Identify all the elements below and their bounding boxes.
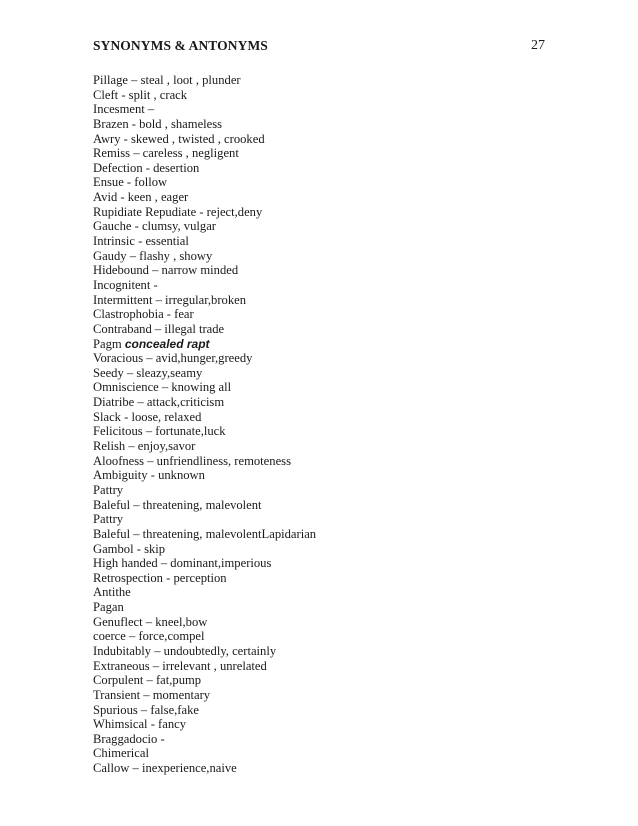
list-item bbox=[93, 117, 553, 132]
list-item bbox=[93, 322, 553, 337]
list-item bbox=[93, 102, 553, 117]
entry-text: Genuflect – kneel,bow bbox=[93, 614, 208, 629]
list-item bbox=[93, 205, 553, 220]
list-item bbox=[93, 512, 553, 527]
entry-text: Transient – momentary bbox=[93, 687, 211, 702]
list-item bbox=[93, 351, 553, 366]
entry-text: Incesment – bbox=[93, 102, 155, 117]
list-item bbox=[93, 732, 553, 747]
entry-text: Ambiguity - unknown bbox=[93, 468, 205, 483]
list-item bbox=[93, 571, 553, 586]
entry-text: Aloofness – unfriendliness, remoteness bbox=[93, 453, 291, 468]
entry-text: Corpulent – fat,pump bbox=[93, 673, 202, 688]
list-item bbox=[93, 703, 553, 718]
list-item bbox=[93, 293, 553, 308]
entry-text: Chimerical bbox=[93, 746, 149, 761]
entry-text: Contraband – illegal trade bbox=[93, 321, 225, 336]
entry-text: Defection - desertion bbox=[93, 160, 200, 175]
list-item bbox=[93, 132, 553, 147]
list-item bbox=[93, 73, 553, 88]
list-item bbox=[93, 439, 553, 454]
list-item bbox=[93, 556, 553, 571]
list-item bbox=[93, 380, 553, 395]
entry-text: Rupidiate Repudiate - reject,deny bbox=[93, 204, 263, 219]
entry-text: Pattry bbox=[93, 512, 124, 527]
list-item bbox=[93, 175, 553, 190]
list-item bbox=[93, 629, 553, 644]
list-item bbox=[93, 717, 553, 732]
entry-text: Gauche - clumsy, vulgar bbox=[93, 219, 216, 234]
entry-text: Incognitent - bbox=[93, 277, 158, 292]
entry-text: Whimsical - fancy bbox=[93, 717, 187, 732]
entry-text: Braggadocio - bbox=[93, 731, 165, 746]
list-item bbox=[93, 542, 553, 557]
entry-text: Voracious – avid,hunger,greedy bbox=[93, 351, 253, 366]
list-item bbox=[93, 88, 553, 103]
entry-text: Ensue - follow bbox=[93, 175, 168, 190]
entry-text: Spurious – false,fake bbox=[93, 702, 199, 717]
list-item bbox=[93, 527, 553, 542]
list-item bbox=[93, 659, 553, 674]
entry-text: Callow – inexperience,naive bbox=[93, 761, 237, 776]
list-item bbox=[93, 615, 553, 630]
list-item bbox=[93, 337, 553, 352]
page-header bbox=[93, 38, 545, 56]
list-item bbox=[93, 146, 553, 161]
entry-text: Gaudy – flashy , showy bbox=[93, 248, 213, 263]
list-item bbox=[93, 161, 553, 176]
list-item bbox=[93, 424, 553, 439]
entry-text: Slack - loose, relaxed bbox=[93, 409, 202, 424]
list-item bbox=[93, 600, 553, 615]
list-item bbox=[93, 761, 553, 776]
entry-text: Extraneous – irrelevant , unrelated bbox=[93, 658, 267, 673]
entry-text: Intrinsic - essential bbox=[93, 234, 189, 249]
list-item bbox=[93, 454, 553, 469]
list-item bbox=[93, 278, 553, 293]
entry-text: coerce – force,compel bbox=[93, 629, 205, 644]
entry-text: Seedy – sleazy,seamy bbox=[93, 365, 203, 380]
page-title: SYNONYMS & ANTONYMS bbox=[93, 38, 268, 53]
list-item bbox=[93, 644, 553, 659]
list-item bbox=[93, 307, 553, 322]
list-item bbox=[93, 263, 553, 278]
entry-text: Pattry bbox=[93, 482, 124, 497]
entry-emphasis: concealed rapt bbox=[124, 336, 210, 351]
list-item bbox=[93, 249, 553, 264]
entry-text: Omniscience – knowing all bbox=[93, 380, 232, 395]
entry-text: Indubitably – undoubtedly, certainly bbox=[93, 643, 277, 658]
list-item bbox=[93, 585, 553, 600]
entry-text: Avid - keen , eager bbox=[93, 190, 189, 205]
entry-text: Awry - skewed , twisted , crooked bbox=[93, 131, 265, 146]
entry-text: Intermittent – irregular,broken bbox=[93, 292, 247, 307]
entry-text: Gambol - skip bbox=[93, 541, 166, 556]
list-item bbox=[93, 234, 553, 249]
list-item bbox=[93, 483, 553, 498]
word-list bbox=[93, 73, 553, 776]
entry-text: Retrospection - perception bbox=[93, 570, 227, 585]
list-item bbox=[93, 498, 553, 513]
entry-text: Baleful – threatening, malevolent bbox=[93, 497, 262, 512]
entry-text: Clastrophobia - fear bbox=[93, 307, 194, 322]
list-item bbox=[93, 190, 553, 205]
list-item bbox=[93, 746, 553, 761]
list-item bbox=[93, 219, 553, 234]
list-item bbox=[93, 395, 553, 410]
list-item bbox=[93, 673, 553, 688]
list-item bbox=[93, 366, 553, 381]
entry-text: Pillage – steal , loot , plunder bbox=[93, 73, 241, 87]
entry-text: High handed – dominant,imperious bbox=[93, 556, 272, 571]
entry-text: Relish – enjoy,savor bbox=[93, 439, 196, 454]
list-item bbox=[93, 688, 553, 703]
list-item bbox=[93, 410, 553, 425]
entry-text: Baleful – threatening, malevolentLapidarian bbox=[93, 526, 317, 541]
entry-text: Brazen - bold , shameless bbox=[93, 116, 223, 131]
entry-text: Antithe bbox=[93, 585, 131, 600]
entry-text: Hidebound – narrow minded bbox=[93, 263, 239, 278]
entry-text: Remiss – careless , negligent bbox=[93, 146, 239, 161]
entry-text: Pagan bbox=[93, 600, 124, 615]
list-item bbox=[93, 468, 553, 483]
entry-text: Pagm bbox=[93, 336, 125, 351]
entry-text: Cleft - split , crack bbox=[93, 87, 188, 102]
entry-text: Felicitous – fortunate,luck bbox=[93, 424, 226, 439]
entry-text: Diatribe – attack,criticism bbox=[93, 395, 225, 410]
page-number: 27 bbox=[531, 38, 545, 53]
